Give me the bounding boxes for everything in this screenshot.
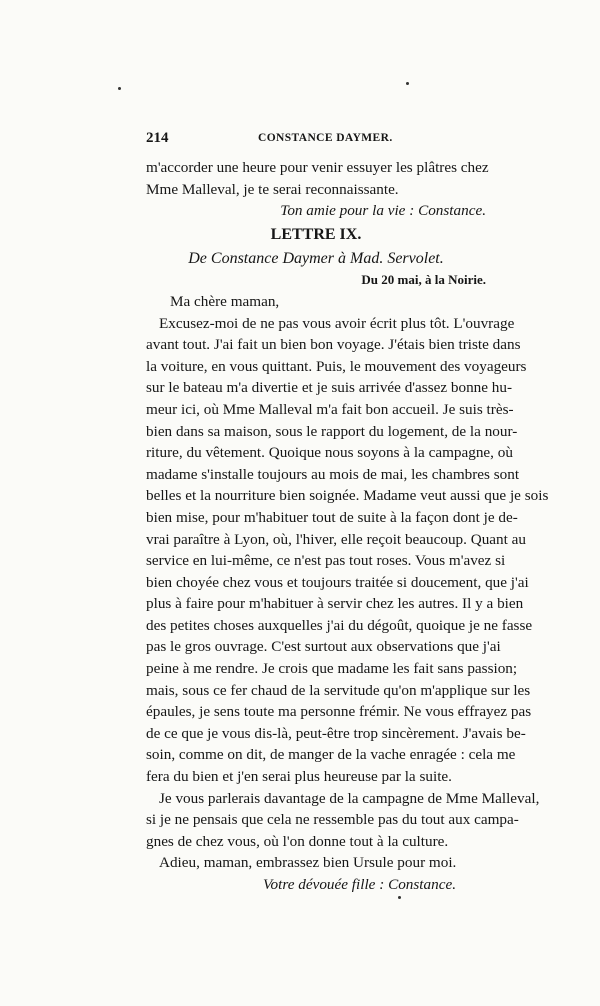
text-line: service en lui-même, ce n'est pas tout roses. Vous m'avez si	[146, 552, 506, 570]
text-line: bien choyée chez vous et toujours traitée si doucement, que j'ai	[146, 573, 529, 591]
text-line: Excusez-moi de ne pas vous avoir écrit plus tôt. L'ouvrage	[159, 314, 515, 332]
text-line: Mme Malleval, je te serai reconnaissante.	[146, 180, 399, 198]
text-line: mais, sous ce fer chaud de la servitude qu'on m'applique sur les	[146, 681, 531, 699]
text-line: bien mise, pour m'habituer tout de suite à la façon dont je de-	[146, 508, 518, 526]
text-line: épaules, je sens toute ma personne frémir. Ne vous effrayez pas	[146, 703, 532, 721]
ink-speck	[406, 82, 409, 85]
text-line: de ce que je vous dis-là, peut-être trop sincèrement. J'avais be-	[146, 724, 526, 742]
text-line: gnes de chez vous, où l'on donne tout à la culture.	[146, 832, 449, 850]
text-line: si je ne pensais que cela ne ressemble pas du tout aux campa-	[146, 811, 519, 829]
ink-speck	[118, 87, 121, 90]
running-title: CONSTANCE DAYMER.	[258, 132, 393, 144]
letter-subtitle: De Constance Daymer à Mad. Servolet.	[188, 249, 444, 267]
text-line: la voiture, en vous quittant. Puis, le mouvement des voyageurs	[146, 357, 527, 375]
text-line: avant tout. J'ai fait un bien bon voyage. J'étais bien triste dans	[146, 336, 521, 354]
letter-date: Du 20 mai, à la Noirie.	[361, 272, 486, 288]
text-line: belles et la nourriture bien soignée. Madame veut aussi que je sois	[146, 487, 549, 505]
text-line: Je vous parlerais davantage de la campagne de Mme Malleval,	[159, 789, 540, 807]
text-line: fera du bien et j'en serai plus heureuse par la suite.	[146, 768, 452, 786]
text-line: des petites choses auxquelles j'ai du dégoût, quoique je ne fasse	[146, 616, 533, 634]
ink-speck	[398, 896, 401, 899]
page-header	[146, 130, 486, 148]
salutation: Ma chère maman,	[170, 292, 280, 310]
text-line: soin, comme on dit, de manger de la vache enragée : cela me	[146, 746, 516, 764]
text-line: peine à me rendre. Je crois que madame les fait sans passion;	[146, 660, 518, 678]
text-line: bien dans sa maison, sous le rapport du logement, de la nour-	[146, 422, 518, 440]
text-line: plus à faire pour m'habituer à servir chez les autres. Il y a bien	[146, 595, 524, 613]
page-number: 214	[146, 130, 169, 146]
signature-line: Ton amie pour la vie : Constance.	[280, 202, 486, 220]
page-body	[146, 157, 549, 896]
text-line: riture, du vêtement. Quoique nous soyons à la campagne, où	[146, 444, 513, 462]
text-line: pas le gros ouvrage. C'est surtout aux observations que j'ai	[146, 638, 501, 656]
text-line: m'accorder une heure pour venir essuyer les plâtres chez	[146, 159, 489, 176]
text-line: Adieu, maman, embrassez bien Ursule pour moi.	[159, 854, 457, 872]
signature-line: Votre dévouée fille : Constance.	[262, 876, 456, 893]
letter-title: LETTRE IX.	[270, 225, 362, 243]
text-line: vrai paraître à Lyon, où, l'hiver, elle reçoit beaucoup. Quant au	[146, 530, 526, 548]
text-line: sur le bateau m'a divertie et je suis arrivée d'assez bonne hu-	[146, 379, 513, 397]
text-line: madame s'installe toujours au mois de mai, les chambres sont	[146, 465, 520, 483]
text-line: meur ici, où Mme Malleval m'a fait bon accueil. Je suis très-	[146, 400, 514, 418]
